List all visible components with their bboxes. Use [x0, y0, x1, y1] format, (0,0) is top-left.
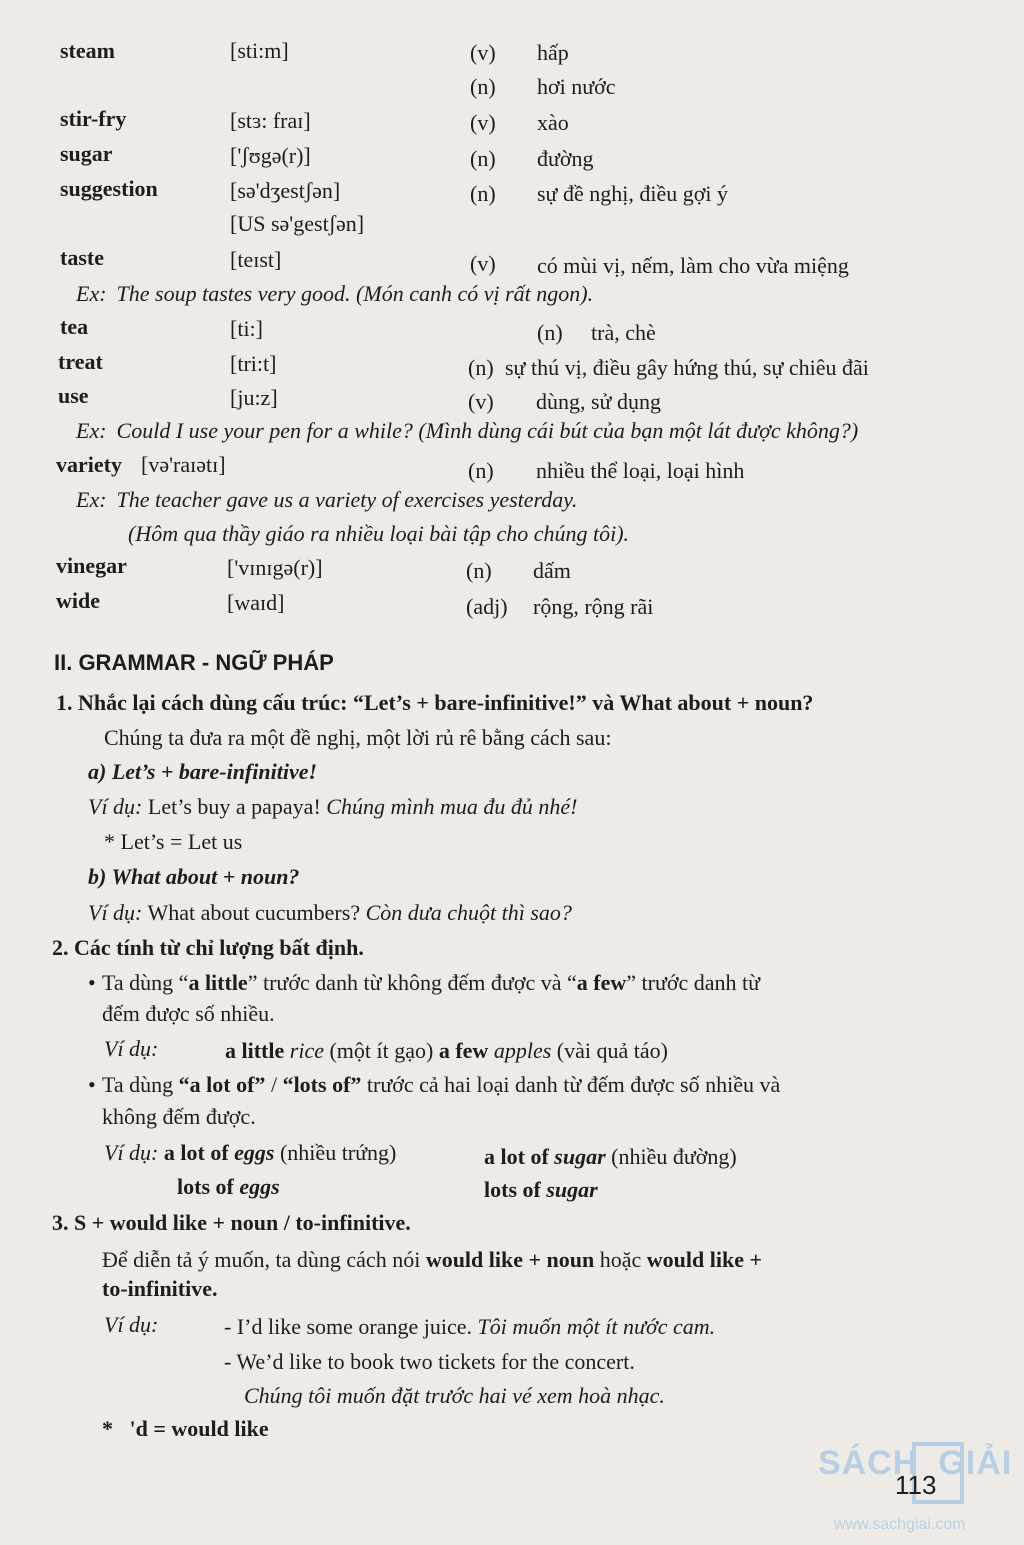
- grammar-2-example-1: [104, 1036, 158, 1062]
- vocab-word: use: [58, 383, 89, 408]
- example-text: The teacher gave us a variety of exercises yesterday.: [116, 487, 578, 512]
- example-english: - I’d like some orange juice.: [224, 1314, 473, 1339]
- text-run: Ta dùng: [102, 1072, 179, 1097]
- vocab-example: [76, 418, 858, 444]
- vocab-pronunciation: [və'raɪətɪ]: [141, 452, 226, 477]
- grammar-2-example-3b: [484, 1177, 598, 1203]
- example-label: Ex:: [76, 487, 107, 512]
- grammar-1a-example: [88, 794, 577, 820]
- example-label: Ex:: [76, 281, 107, 306]
- vocab-pronunciation: [ti:]: [230, 316, 263, 341]
- text-run: ” trước danh từ: [626, 970, 761, 995]
- text-run: Để diễn tả ý muốn, ta dùng cách nói: [102, 1247, 426, 1272]
- vocab-pos: (n): [470, 146, 496, 171]
- vocab-meaning: hấp: [537, 40, 569, 65]
- vocab-meaning: hơi nước: [537, 74, 616, 99]
- example-label: Ví dụ:: [88, 900, 143, 925]
- grammar-2-point-2-line2: không đếm được.: [102, 1104, 256, 1129]
- term-a-lot-of: “a lot of”: [178, 1072, 266, 1097]
- text-run: trước cả hai loại danh từ đếm được số nhiều và: [361, 1072, 781, 1097]
- vocab-word: treat: [58, 349, 103, 374]
- vocab-pos: (n): [468, 355, 494, 380]
- vocab-word: stir-fry: [60, 106, 127, 131]
- page-number: 113: [895, 1470, 937, 1500]
- grammar-section-1-intro: Chúng ta đưa ra một đề nghị, một lời rủ rê bằng cách sau:: [104, 725, 612, 750]
- grammar-2-example-2: [104, 1140, 396, 1166]
- grammar-1a-label: a): [88, 759, 107, 784]
- vocab-pos: (v): [470, 110, 496, 135]
- noun: sugar: [546, 1177, 598, 1202]
- example-vietnamese: Chúng mình mua đu đủ nhé!: [326, 794, 578, 819]
- noun: apples: [493, 1038, 552, 1063]
- vocab-meaning: có mùi vị, nếm, làm cho vừa miệng: [537, 253, 849, 278]
- grammar-2-point-1-line2: đếm được số nhiều.: [102, 1001, 275, 1026]
- vocab-pos: (n): [470, 74, 496, 99]
- text-run: ” trước danh từ không đếm được và “: [247, 970, 577, 995]
- vocab-pos: (v): [468, 389, 494, 414]
- term: a few: [438, 1038, 489, 1063]
- term: lots of: [177, 1174, 234, 1199]
- vocab-pos: (v): [470, 251, 496, 276]
- grammar-3-paragraph-line2: to-infinitive.: [102, 1276, 218, 1301]
- vocab-word: taste: [60, 245, 104, 270]
- vocab-pos: (n): [468, 458, 494, 483]
- grammar-heading: II. GRAMMAR - NGỮ PHÁP: [54, 650, 334, 675]
- watermark-site: www.sachgiai.com: [834, 1516, 966, 1533]
- grammar-3-example-2: - We’d like to book two tickets for the concert.: [224, 1349, 635, 1374]
- vocab-pronunciation: [sə'dʒestʃən]: [230, 178, 341, 203]
- vocab-word: tea: [60, 314, 89, 339]
- vocab-meaning: đường: [537, 146, 594, 171]
- vocab-word: steam: [60, 38, 115, 63]
- grammar-section-2-title: 2. Các tính từ chỉ lượng bất định.: [52, 935, 364, 960]
- vocab-meaning: xào: [537, 110, 569, 135]
- noun: sugar: [554, 1144, 606, 1169]
- vocab-example-translation: (Hôm qua thầy giáo ra nhiều loại bài tập cho chúng tôi).: [128, 521, 630, 546]
- example-label: Ví dụ:: [88, 794, 143, 819]
- grammar-section-1-title: 1. Nhắc lại cách dùng cấu trúc: “Let’s + bare-infinitive!” và What about + noun?: [56, 690, 814, 715]
- vocab-pronunciation: [sti:m]: [230, 38, 289, 63]
- vocab-meaning: nhiều thể loại, loại hình: [536, 458, 745, 483]
- vocab-meaning: dùng, sử dụng: [536, 389, 661, 414]
- example-english: Let’s buy a papaya!: [147, 794, 321, 819]
- vocab-word: wide: [56, 588, 100, 613]
- example-label: Ví dụ:: [104, 1036, 159, 1061]
- grammar-1b-title: [88, 864, 299, 890]
- vocab-meaning: trà, chè: [591, 320, 656, 345]
- vocab-example: [76, 487, 577, 513]
- term: a lot of: [163, 1140, 229, 1165]
- note-text: 'd = would like: [129, 1416, 269, 1441]
- noun: eggs: [239, 1174, 280, 1199]
- grammar-1a-note: * Let’s = Let us: [104, 829, 243, 854]
- term: would like + noun: [425, 1247, 595, 1272]
- bullet-icon: •: [88, 1072, 96, 1097]
- example-vietnamese: Tôi muốn một ít nước cam.: [477, 1314, 716, 1339]
- term: would like +: [646, 1247, 763, 1272]
- vocab-pos: (v): [470, 40, 496, 65]
- gloss: (nhiều trứng): [279, 1140, 397, 1165]
- grammar-1b-example: [88, 900, 572, 926]
- example-label: Ex:: [76, 418, 107, 443]
- example-label: Ví dụ:: [104, 1140, 159, 1165]
- grammar-1b-structure: What about + noun?: [111, 864, 300, 889]
- vocab-word: vinegar: [56, 553, 127, 578]
- example-label: Ví dụ:: [104, 1312, 159, 1337]
- text-run: hoặc: [594, 1247, 647, 1272]
- vocab-pronunciation: [stɜ: fraɪ]: [230, 108, 311, 133]
- vocab-pronunciation: [tri:t]: [230, 351, 277, 376]
- grammar-2-example-1-items: [225, 1038, 668, 1064]
- grammar-1a-structure: Let’s + bare-infinitive!: [111, 759, 318, 784]
- vocab-pronunciation: ['ʃʊgə(r)]: [230, 143, 311, 168]
- term-a-little: a little: [188, 970, 248, 995]
- vocab-example: [76, 281, 593, 307]
- grammar-2-example-3a: [177, 1174, 280, 1200]
- vocab-pos: (adj): [466, 594, 508, 619]
- example-english: What about cucumbers?: [147, 900, 361, 925]
- vocab-meaning: sự thú vị, điều gây hứng thú, sự chiêu đãi: [505, 355, 869, 380]
- vocab-pronunciation: ['vɪnɪgə(r)]: [227, 555, 323, 580]
- vocab-pos: (n): [466, 558, 492, 583]
- text-run: /: [265, 1072, 283, 1097]
- grammar-3-example-1: [224, 1314, 715, 1340]
- vocab-pronunciation: [ju:z]: [230, 385, 278, 410]
- term: a little: [225, 1038, 285, 1063]
- vocab-pos: (n): [470, 181, 496, 206]
- gloss: (một ít gạo): [329, 1038, 434, 1063]
- term-a-few: a few: [576, 970, 627, 995]
- vocab-pos: (n): [537, 320, 563, 345]
- vocab-meaning: rộng, rộng rãi: [533, 594, 654, 619]
- logo-text-right: GIẢI: [938, 1444, 1013, 1482]
- term: a lot of: [484, 1144, 549, 1169]
- bullet-icon: •: [88, 970, 96, 995]
- text-run: Ta dùng “: [102, 970, 189, 995]
- vocab-pronunciation: [teɪst]: [230, 247, 282, 272]
- vocab-word: sugar: [60, 141, 113, 166]
- grammar-2-example-2b: [484, 1144, 737, 1170]
- example-text: Could I use your pen for a while? (Mình dùng cái bút của bạn một lát được không?): [116, 418, 859, 443]
- example-text: The soup tastes very good. (Món canh có vị rất ngon).: [116, 281, 594, 306]
- grammar-2-point-2: [88, 1072, 780, 1098]
- vocab-pronunciation-us: [US sə'gestʃən]: [230, 211, 365, 236]
- logo-text-left: SÁCH: [818, 1444, 919, 1482]
- grammar-1b-label: b): [88, 864, 107, 889]
- term-lots-of: “lots of”: [282, 1072, 362, 1097]
- noun: eggs: [234, 1140, 275, 1165]
- example-vietnamese: Còn dưa chuột thì sao?: [365, 900, 572, 925]
- grammar-3-note: [102, 1416, 269, 1442]
- grammar-section-3-title: 3. S + would like + noun / to-infinitive.: [52, 1210, 411, 1235]
- vocab-meaning: dấm: [533, 558, 571, 583]
- asterisk: *: [102, 1416, 113, 1441]
- grammar-3-example-2-translation: Chúng tôi muốn đặt trước hai vé xem hoà nhạc.: [244, 1383, 665, 1408]
- vocab-meaning: sự đề nghị, điều gợi ý: [537, 181, 728, 206]
- vocab-word: variety: [56, 452, 122, 477]
- vocab-pronunciation: [waɪd]: [227, 590, 285, 615]
- grammar-2-point-1: [88, 970, 760, 996]
- grammar-3-paragraph: [102, 1247, 762, 1273]
- noun: rice: [289, 1038, 324, 1063]
- vocab-word: suggestion: [60, 176, 158, 201]
- term: lots of: [484, 1177, 541, 1202]
- gloss: (nhiều đường): [611, 1144, 737, 1169]
- gloss: (vài quả táo): [556, 1038, 668, 1063]
- grammar-1a-title: [88, 759, 317, 785]
